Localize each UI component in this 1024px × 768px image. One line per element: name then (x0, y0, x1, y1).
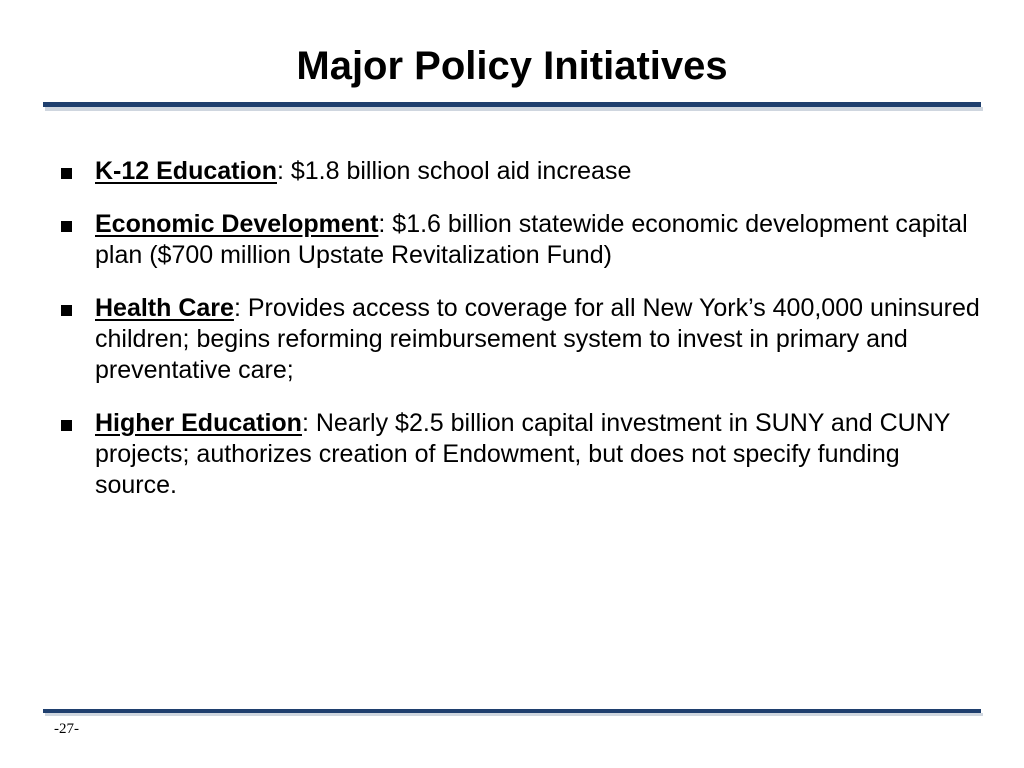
bullet-heading: Economic Development (95, 210, 379, 238)
slide-title: Major Policy Initiatives (296, 44, 728, 88)
bullet-item-health-care (58, 293, 988, 386)
bullet-text: : Nearly $2.5 billion capital investment in SUNY and CUNY projects; authorizes creation of Endowment, but does not specify funding source. (95, 409, 950, 499)
bullet-text: : $1.6 billion statewide economic development capital plan ($700 million Upstate Revitalization Fund) (95, 210, 968, 269)
title-divider-shadow (45, 107, 983, 111)
bullet-item-higher-education (58, 408, 988, 501)
footer-divider-shadow (45, 713, 983, 716)
bullet-text: : $1.8 billion school aid increase (276, 157, 632, 185)
bullet-text: : Provides access to coverage for all New York’s 400,000 uninsured children; begins reforming reimbursement system to invest in primary and preventative care; (95, 294, 980, 384)
bullet-list (58, 156, 988, 523)
square-bullet-icon (61, 305, 72, 316)
page-number: -27- (54, 721, 79, 737)
bullet-item-economic-development (58, 209, 988, 271)
square-bullet-icon (61, 221, 72, 232)
bullet-item-k12-education (58, 156, 988, 187)
square-bullet-icon (61, 168, 72, 179)
bullet-heading: K-12 Education (95, 157, 277, 185)
bullet-heading: Higher Education (95, 409, 302, 437)
bullet-heading: Health Care (95, 294, 234, 322)
square-bullet-icon (61, 420, 72, 431)
